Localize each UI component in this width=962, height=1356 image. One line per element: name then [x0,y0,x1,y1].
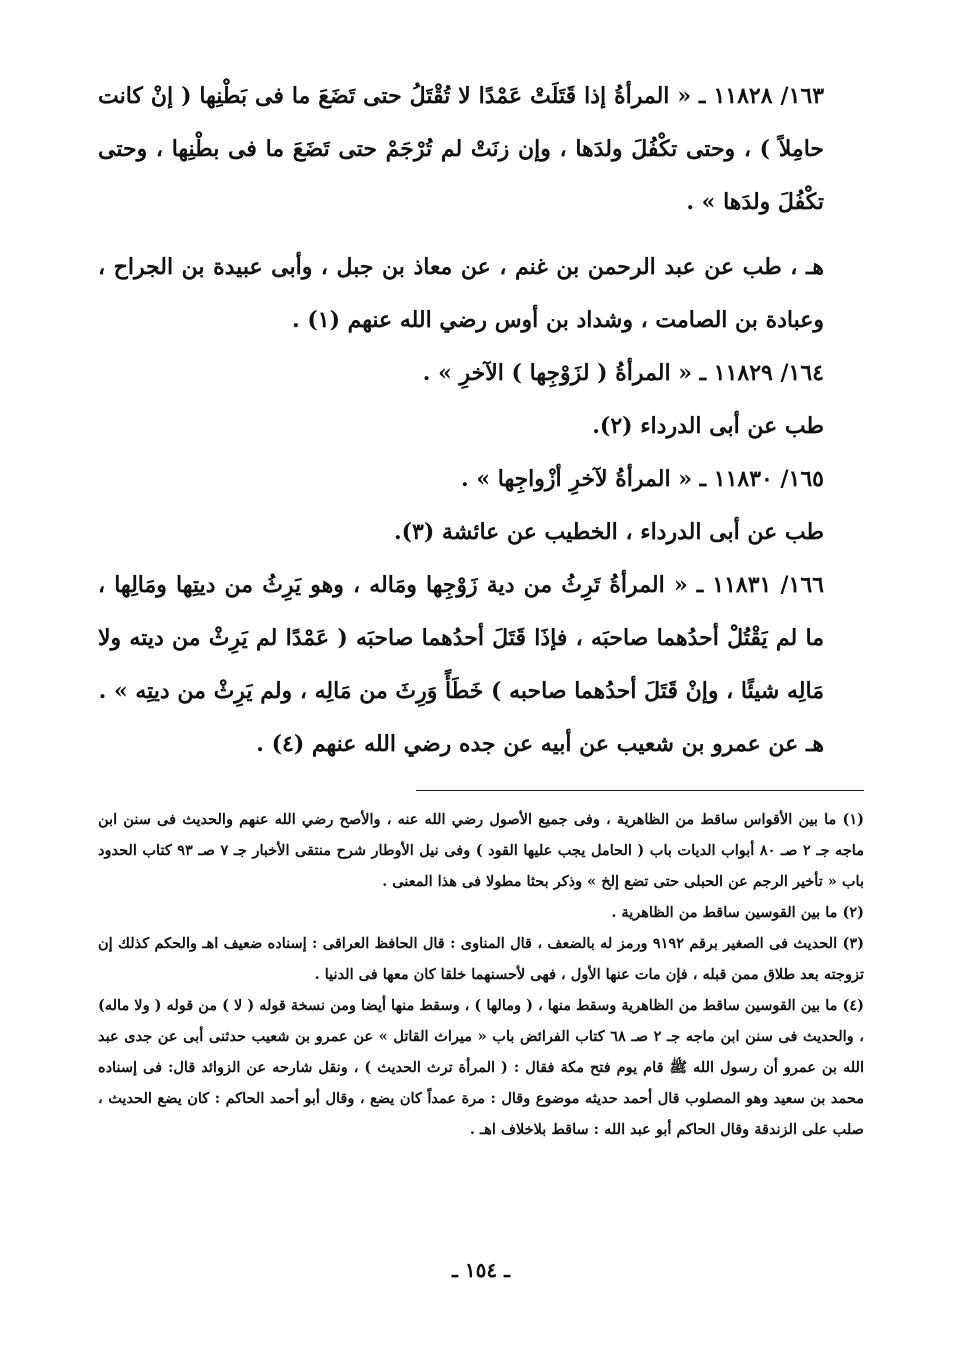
page-number: ـ ١٥٤ ـ [452,1258,510,1282]
footnotes [98,804,864,1145]
source-164: طب عن أبى الدرداء (٢). [592,413,824,439]
hadith-163: ١٦٣/ ١١٨٢٨ ـ « المرأةُ إذا قَتَلَتْ عَمْدًا لا تُقْتَلُ حتى تَضَعَ ما فى بَطْنِها ( إنْ كانت حامِلاً ) ، وحتى تكْفُلَ ولدَها ، وإن زنَتْ لم تُرْجَمْ حتى تَضَعَ ما فى بطْنِها ، وحتى تكْفُلَ ولدَها » . [98,83,825,215]
hadith-165: ١٦٥/ ١١٨٣٠ ـ « المرأةُ لآخرِ أزْواجِها » . [461,466,824,492]
source-163: هـ ، طب عن عبد الرحمن بن غنم ، عن معاذ بن جبل ، وأبى عبيدة بن الجراح ، وعبادة بن الصامت ، وشداد بن أوس رضي الله عنهم (١) . [98,254,825,333]
source-165: طب عن أبى الدرداء ، الخطيب عن عائشة (٣). [393,519,824,545]
footnote-4: (٤) ما بين القوسين ساقط من الظاهرية وسقط منها ، ( ومالها ) ، وسقط منها أيضا ومن نسخة قوله ( لا ) من قوله ( ولا ماله) ، والحديث فى سنن ابن ماجه جـ ٢ صـ ٦٨ كتاب الفرائض باب « ميراث القاتل » عن عمرو بن شعيب حدثنى أبى عن جدى عبد الله بن عمرو أن رسول الله ﷺ قام يوم فتح مكة فقال : ( المرأة ترث الحديث ) ، ونقل شارحه عن الزوائد قال: فى إسناده محمد بن سعيد وهو المصلوب قال أحمد حديثه موضوع وقال : مرة عمداً كان يضع ، وقال أبو أحمد الحاكم : كان يضع الحديث ، صلب على الزندقة وقال الحاكم أبو عبد الله : ساقط بلاخلاف اهـ . [98,997,864,1138]
footnote-3: (٣) الحديث فى الصغير برقم ٩١٩٢ ورمز له بالضعف ، قال المناوى : قال الحافظ العراقى : إسناده ضعيف اهـ والحكم كذلك إن تزوجته بعد طلاق ممن قبله ، فإن مات عنها الأول ، فهى لأحسنهما خلقا كان معها فى الدنيا . [98,935,864,983]
footnote-divider [416,790,864,791]
hadith-166: ١٦٦/ ١١٨٣١ ـ « المرأةُ تَرِثُ من دية زَوْجِها ومَاله ، وهو يَرِثُ من ديتِها ومَالِها ، ما لم يَقْتُلْ أحدُهما صاحبَه ، فإذَا قَتَلَ أحدُهما صاحبَه ( عَمْدًا لم يَرِثْ من ديته ولا مَالِه شيئًا ، وإنْ قَتَلَ أحدُهما صاحبه ) خَطَأً وَرِثَ من مَالِه ، ولم يَرِثْ من ديتِه » . [98,572,824,704]
source-166: هـ عن عمرو بن شعيب عن أبيه عن جده رضي الله عنهم (٤) . [256,731,824,757]
hadith-164: ١٦٤/ ١١٨٢٩ ـ « المرأةُ ( لزَوْجِها ) الآخرِ » . [422,360,824,386]
footnote-2: (٢) ما بين القوسين ساقط من الظاهرية . [611,904,864,921]
main-text [98,70,864,771]
footnote-1: (١) ما بين الأقواس ساقط من الظاهرية ، وفى جميع الأصول رضي الله عنه ، والأصح رضي الله عنهم والحديث فى سنن ابن ماجه جـ ٢ صـ ٨٠ أبواب الديات باب ( الحامل يجب عليها القود ) وفى نيل الأوطار شرح منتقى الأخبار جـ ٧ صـ ٩٣ كتاب الحدود باب « تأخير الرجم عن الحبلى حتى تضع إلخ » وذكر بحثا مطولا فى هذا المعنى . [98,811,864,890]
